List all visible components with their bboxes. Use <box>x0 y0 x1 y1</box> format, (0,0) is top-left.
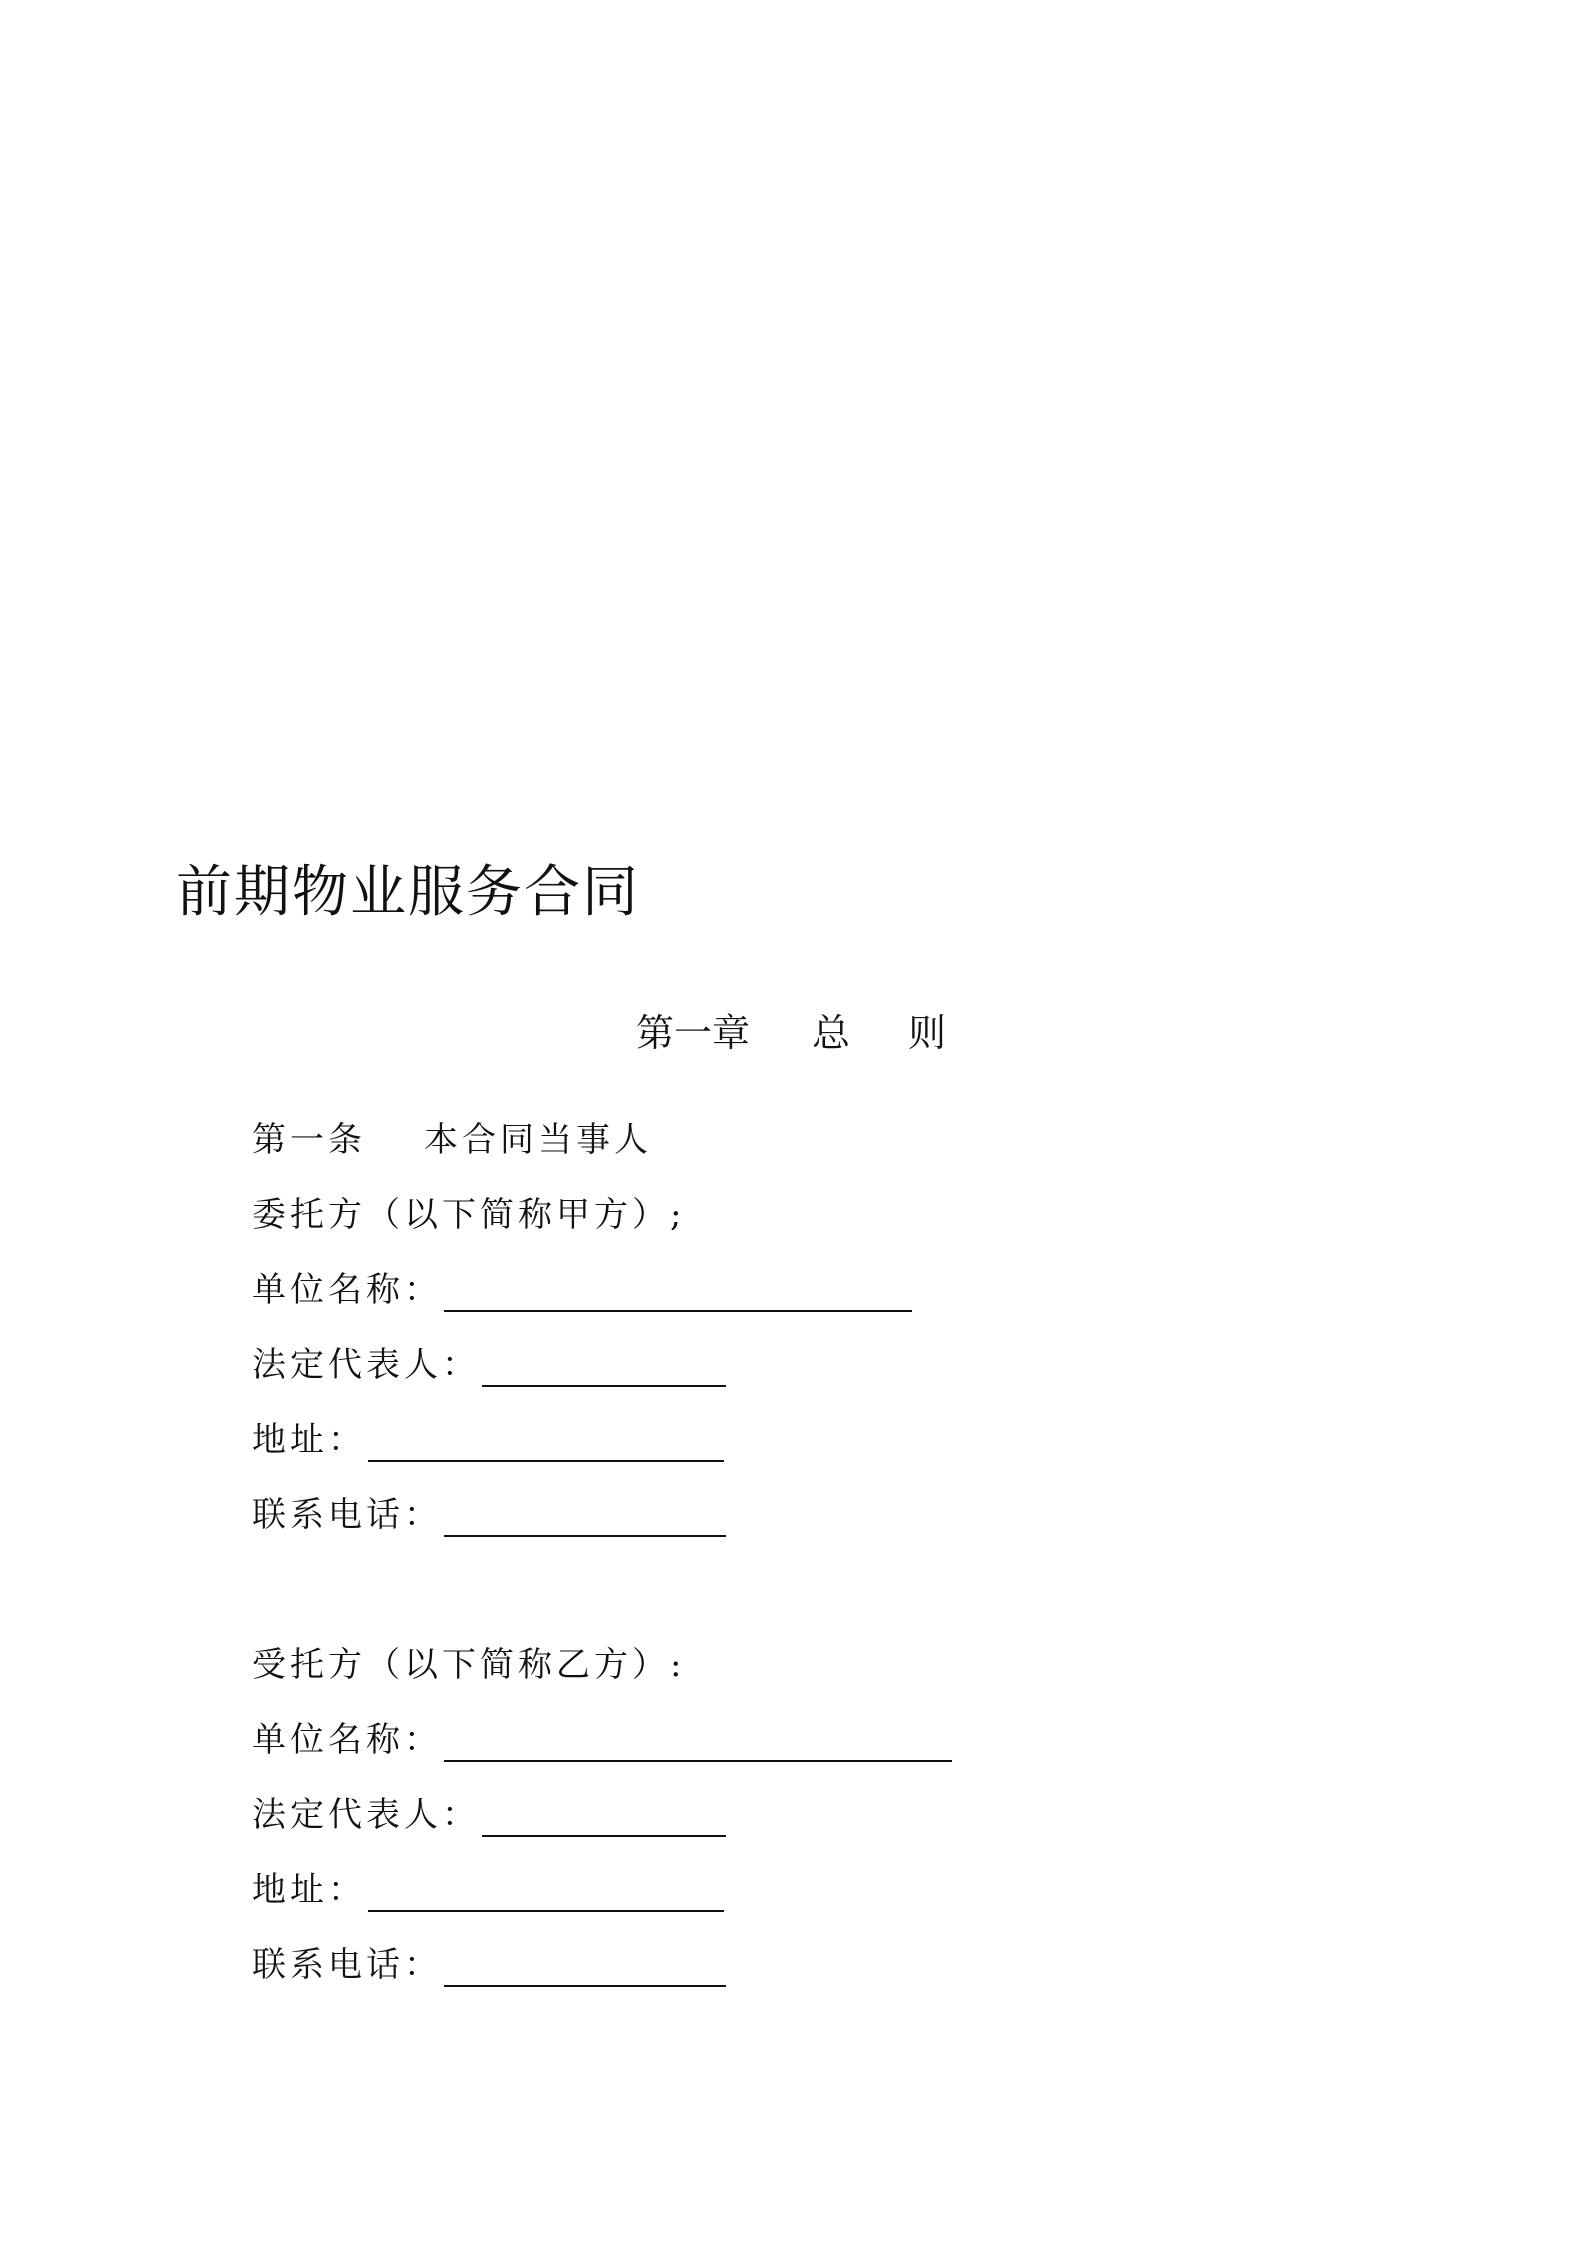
chapter-heading <box>636 1008 946 1058</box>
party-b-org-name-blank[interactable] <box>444 1726 952 1762</box>
party-b-phone-row <box>252 1943 726 1987</box>
party-b-legal-rep-blank[interactable] <box>482 1801 726 1837</box>
party-a-org-name-blank[interactable] <box>444 1276 912 1312</box>
article-title: 本合同当事人 <box>424 1120 652 1160</box>
party-a-address-blank[interactable] <box>368 1426 724 1462</box>
document-title: 前期物业服务合同 <box>176 860 640 925</box>
party-a-org-name-row <box>252 1268 912 1312</box>
party-a-phone-row <box>252 1493 726 1537</box>
party-a-address-label: 地址： <box>252 1420 366 1460</box>
party-b-address-blank[interactable] <box>368 1876 724 1912</box>
article-heading <box>252 1118 652 1162</box>
party-a-legal-rep-row <box>252 1343 726 1387</box>
party-a-heading <box>252 1193 685 1237</box>
party-b-org-name-row <box>252 1718 952 1762</box>
party-a-phone-label: 联系电话： <box>252 1495 442 1535</box>
party-a-heading-text: 委托方（以下简称甲方）; <box>252 1195 686 1235</box>
chapter-name-part2: 则 <box>908 1011 947 1055</box>
article-number: 第一条 <box>252 1120 366 1160</box>
party-b-phone-label: 联系电话： <box>252 1945 442 1985</box>
party-b-phone-blank[interactable] <box>444 1951 726 1987</box>
chapter-number: 第一章 <box>636 1011 751 1055</box>
party-a-address-row <box>252 1418 724 1462</box>
party-b-heading <box>252 1643 685 1687</box>
party-b-legal-rep-row <box>252 1793 726 1837</box>
party-b-address-label: 地址： <box>252 1870 366 1910</box>
party-b-org-name-label: 单位名称： <box>252 1720 442 1760</box>
party-a-legal-rep-blank[interactable] <box>482 1351 726 1387</box>
party-a-phone-blank[interactable] <box>444 1501 726 1537</box>
party-b-address-row <box>252 1868 724 1912</box>
party-a-org-name-label: 单位名称： <box>252 1270 442 1310</box>
party-b-legal-rep-label: 法定代表人： <box>252 1795 480 1835</box>
chapter-name-part1: 总 <box>812 1011 851 1055</box>
party-b-heading-text: 受托方（以下简称乙方）: <box>252 1645 686 1685</box>
party-a-legal-rep-label: 法定代表人： <box>252 1345 480 1385</box>
